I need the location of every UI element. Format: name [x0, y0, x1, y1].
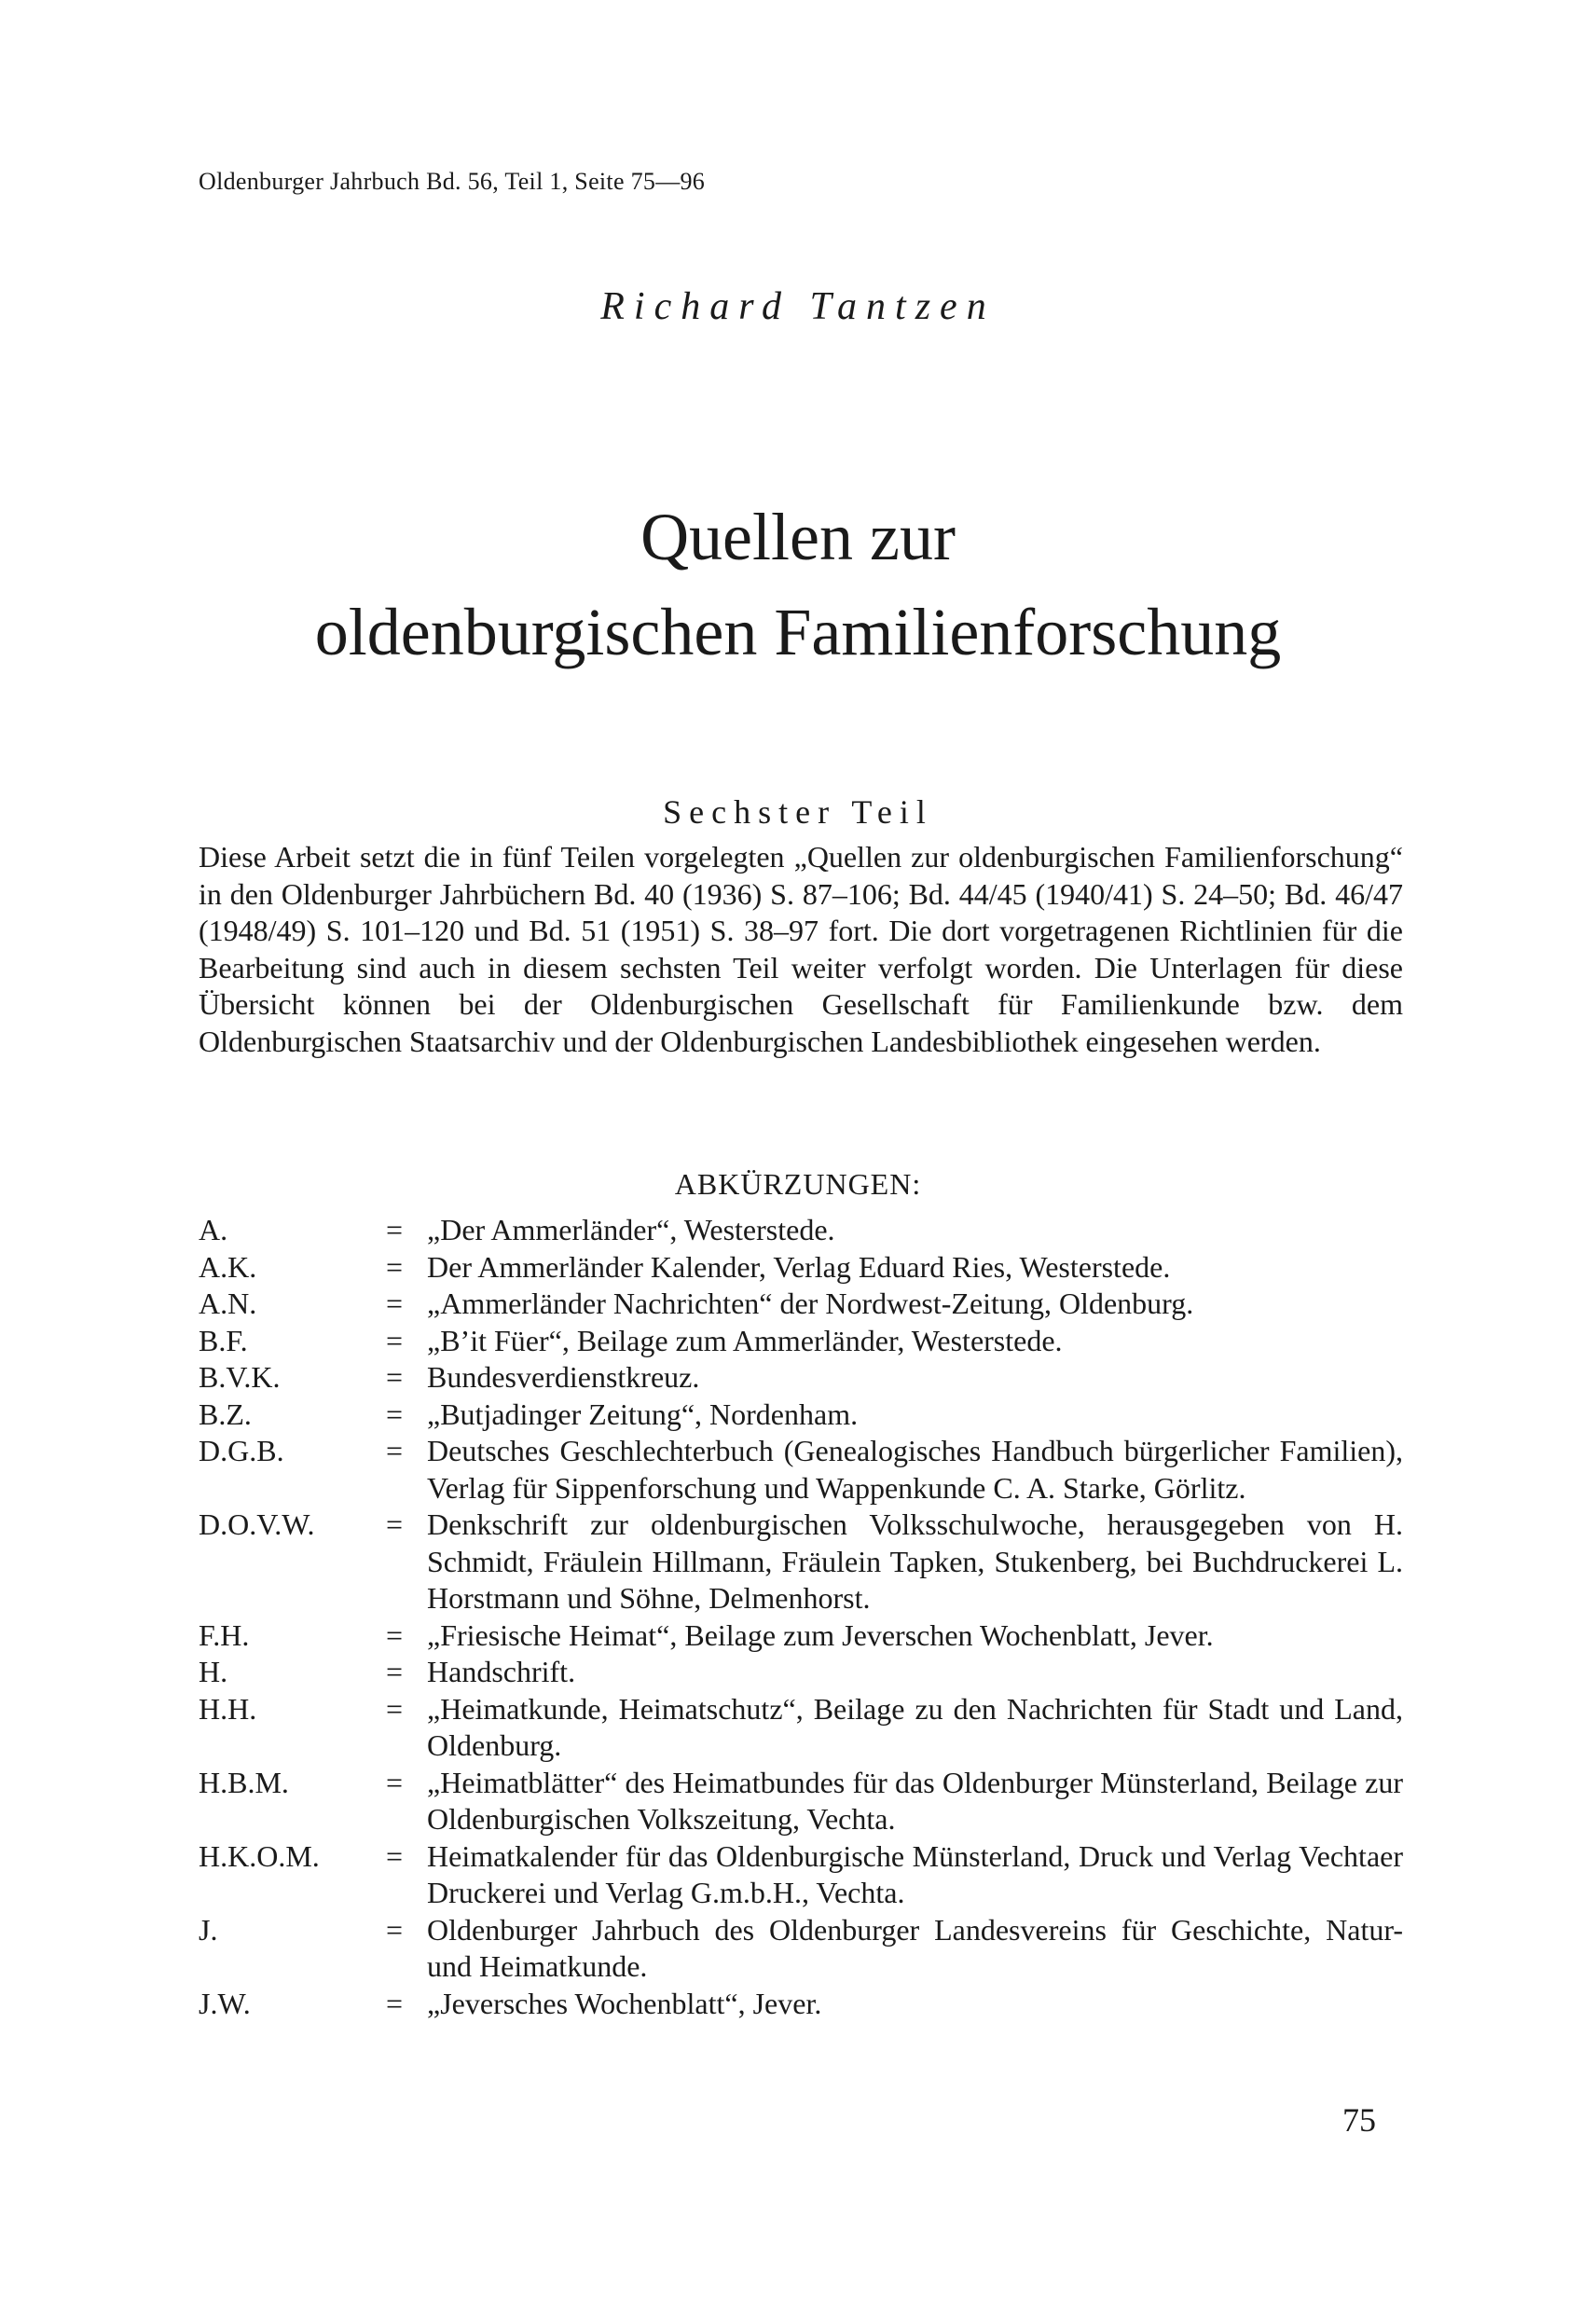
abbreviations-table	[199, 1212, 1403, 2022]
abbreviation-definition: „Friesische Heimat“, Beilage zum Jeverschen Wochenblatt, Jever.	[427, 1617, 1214, 1652]
abbreviation-row	[199, 1765, 1403, 1838]
abbreviation-term: A.K.	[199, 1249, 257, 1284]
abbreviation-definition: „Jeversches Wochenblatt“, Jever.	[427, 1986, 822, 2020]
abbreviation-row	[199, 1912, 1403, 1986]
abbreviation-definition: Bundesverdienstkreuz.	[427, 1360, 700, 1394]
running-head: Oldenburger Jahrbuch Bd. 56, Teil 1, Seite 75—96	[199, 168, 706, 195]
abbreviation-term: H.	[199, 1655, 228, 1688]
abbreviation-term: B.V.K.	[199, 1360, 281, 1394]
abbreviation-row	[199, 1286, 1403, 1323]
equals-sign: =	[385, 1397, 404, 1431]
abbreviation-term: H.K.O.M.	[199, 1838, 320, 1873]
title-line-1: Quellen zur	[640, 500, 956, 574]
abbreviation-definition: „Butjadinger Zeitung“, Nordenham.	[427, 1397, 859, 1431]
equals-sign: =	[385, 1249, 404, 1284]
equals-sign: =	[385, 1287, 404, 1320]
abbreviation-definition: „B’it Füer“, Beilage zum Ammerländer, Westerstede.	[427, 1323, 1063, 1357]
equals-sign: =	[385, 1507, 404, 1541]
author-name: Richard Tantzen	[600, 285, 996, 328]
abbreviation-definition: „Heimatblätter“ des Heimatbundes für das Oldenburger Münsterland, Beilage zur Oldenburgischen Volkszeitung, Vechta.	[427, 1765, 1403, 1836]
abbreviation-term: F.H.	[199, 1617, 250, 1652]
abbreviation-row	[199, 1397, 1403, 1434]
abbreviation-definition: „Heimatkunde, Heimatschutz“, Beilage zu den Nachrichten für Stadt und Land, Oldenburg.	[427, 1691, 1403, 1762]
abbreviation-definition: „Ammerländer Nachrichten“ der Nordwest-Zeitung, Oldenburg.	[427, 1287, 1194, 1320]
abbreviation-term: D.O.V.W.	[199, 1507, 315, 1541]
equals-sign: =	[385, 1986, 404, 2020]
abbreviation-definition: Heimatkalender für das Oldenburgische Münsterland, Druck und Verlag Vechtaer Druckerei und Verlag G.m.b.H., Vechta.	[427, 1838, 1403, 1909]
abbreviation-row	[199, 1433, 1403, 1507]
page-number: 75	[1342, 2101, 1376, 2139]
abbreviation-row	[199, 1249, 1403, 1287]
abbreviation-definition: „Der Ammerländer“, Westerstede.	[427, 1213, 835, 1246]
equals-sign: =	[385, 1838, 404, 1873]
abbreviation-row	[199, 1507, 1403, 1617]
abbreviation-term: B.Z.	[199, 1397, 252, 1431]
abbreviation-row	[199, 1212, 1403, 1249]
abbreviation-term: A.	[199, 1213, 228, 1246]
abbreviation-definition: Oldenburger Jahrbuch des Oldenburger Landesvereins für Geschichte, Natur- und Heimatkunde.	[427, 1912, 1403, 1983]
abbreviation-definition: Handschrift.	[427, 1655, 576, 1688]
equals-sign: =	[385, 1691, 404, 1726]
abbreviation-row	[199, 1359, 1403, 1397]
equals-sign: =	[385, 1434, 404, 1467]
abbreviation-term: H.B.M.	[199, 1765, 289, 1799]
abbreviation-term: B.F.	[199, 1323, 248, 1357]
equals-sign: =	[385, 1912, 404, 1947]
equals-sign: =	[385, 1323, 404, 1357]
intro-paragraph: Diese Arbeit setzt die in fünf Teilen vorgelegten „Quellen zur oldenburgischen Familienforschung“ in den Oldenburger Jahrbüchern Bd. 40 (1936) S. 87–106; Bd. 44/45 (1940/41) S. 24–50; Bd. 46/47 (1948/49) S. 101–120 und Bd. 51 (1951) S. 38–97 fort. Die dort vorgetragenen Richtlinien für die Bearbeitung sind auch in diesem sechsten Teil weiter verfolgt worden. Die Unterlagen für diese Übersicht können bei der Oldenburgischen Gesellschaft für Familienkunde bzw. dem Oldenburgischen Staatsarchiv und der Oldenburgischen Landesbibliothek eingesehen werden.	[199, 840, 1403, 1058]
abbreviation-row	[199, 1691, 1403, 1765]
abbreviation-term: H.H.	[199, 1691, 257, 1726]
equals-sign: =	[385, 1360, 404, 1394]
abbreviation-term: J.W.	[199, 1986, 251, 2020]
part-heading: Sechster Teil	[663, 793, 933, 831]
abbreviation-row	[199, 1323, 1403, 1360]
equals-sign: =	[385, 1213, 404, 1246]
title-line-2: oldenburgischen Familienforschung	[314, 595, 1282, 669]
equals-sign: =	[385, 1617, 404, 1652]
equals-sign: =	[385, 1765, 404, 1799]
equals-sign: =	[385, 1655, 404, 1688]
article-title	[0, 489, 1596, 680]
abbreviation-row	[199, 1617, 1403, 1655]
abbreviation-definition: Denkschrift zur oldenburgischen Volksschulwoche, herausgegeben von H. Schmidt, Fräulein Hillmann, Fräulein Tapken, Stukenberg, bei Buchdruckerei L. Horstmann und Söhne, Delmenhorst.	[427, 1507, 1403, 1615]
abbreviation-row	[199, 1986, 1403, 2023]
abbreviation-row	[199, 1838, 1403, 1912]
abbreviation-term: D.G.B.	[199, 1434, 284, 1467]
abbreviation-definition: Der Ammerländer Kalender, Verlag Eduard Ries, Westerstede.	[427, 1249, 1171, 1284]
abbreviations-heading: ABKÜRZUNGEN:	[674, 1167, 922, 1201]
abbreviation-term: J.	[199, 1912, 218, 1947]
abbreviation-row	[199, 1654, 1403, 1691]
abbreviation-term: A.N.	[199, 1287, 257, 1320]
abbreviation-definition: Deutsches Geschlechterbuch (Genealogisches Handbuch bürgerlicher Familien), Verlag für Sippenforschung und Wappenkunde C. A. Starke, Görlitz.	[427, 1434, 1403, 1505]
